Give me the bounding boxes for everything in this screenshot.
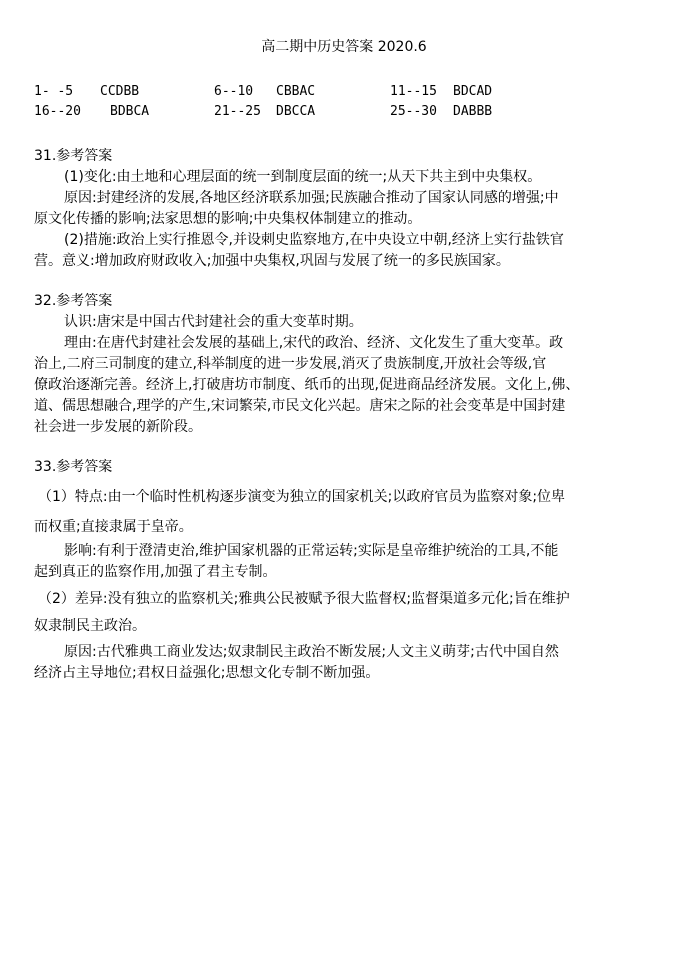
q31-line: (1)变化:由土地和心理层面的统一到制度层面的统一;从天下共主到中央集权。 bbox=[64, 169, 542, 185]
choice-range: 6--10 bbox=[214, 84, 254, 99]
q33-line: 起到真正的监察作用,加强了君主专制。 bbox=[34, 564, 277, 580]
choice-range: 25--30 bbox=[390, 104, 437, 119]
q32-line: 社会进一步发展的新阶段。 bbox=[34, 419, 202, 435]
choice-range: 16--20 bbox=[34, 104, 81, 119]
q32-line: 理由:在唐代封建社会发展的基础上,宋代的政治、经济、文化发生了重大变革。政 bbox=[64, 335, 564, 351]
q31-line: 营。意义:增加政府财政收入;加强中央集权,巩固与发展了统一的多民族国家。 bbox=[34, 253, 510, 269]
q32-line: 治上,二府三司制度的建立,科举制度的进一步发展,消灭了贵族制度,开放社会等级,官 bbox=[34, 356, 547, 372]
choice-answer: BDCAD bbox=[453, 84, 493, 99]
choice-answer: DBCCA bbox=[276, 104, 316, 119]
q33-line: 原因:古代雅典工商业发达;奴隶制民主政治不断发展;人文主义萌芽;古代中国自然 bbox=[64, 644, 559, 660]
choice-answer: BDBCA bbox=[110, 104, 150, 119]
q33-line: 奴隶制民主政治。 bbox=[34, 618, 146, 634]
q31-line: 原文化传播的影响;法家思想的影响;中央集权体制建立的推动。 bbox=[34, 211, 422, 227]
q32-line: 认识:唐宋是中国古代封建社会的重大变革时期。 bbox=[64, 314, 363, 330]
q32-line: 僚政治逐渐完善。经济上,打破唐坊市制度、纸币的出现,促进商品经济发展。文化上,佛、 bbox=[34, 377, 580, 393]
q33-line: 而权重;直接隶属于皇帝。 bbox=[34, 519, 193, 535]
choice-answer: CCDBB bbox=[100, 84, 140, 99]
q33-line: 影响:有利于澄清吏治,维护国家机器的正常运转;实际是皇帝维护统治的工具,不能 bbox=[64, 543, 559, 559]
q31-heading: 31.参考答案 bbox=[34, 148, 113, 164]
q31-line: 原因:封建经济的发展,各地区经济联系加强;民族融合推动了国家认同感的增强;中 bbox=[64, 190, 559, 206]
choice-range: 21--25 bbox=[214, 104, 261, 119]
q31-line: (2)措施:政治上实行推恩令,并设刺史监察地方,在中央设立中朝,经济上实行盐铁官 bbox=[64, 232, 564, 248]
page-title: 高二期中历史答案 2020.6 bbox=[261, 39, 427, 55]
choice-answer: DABBB bbox=[453, 104, 493, 119]
q33-line: （2）差异:没有独立的监察机关;雅典公民被赋予很大监督权;监督渠道多元化;旨在维护 bbox=[38, 591, 570, 607]
choice-range: 11--15 bbox=[390, 84, 437, 99]
q33-heading: 33.参考答案 bbox=[34, 459, 113, 475]
choice-answer: CBBAC bbox=[276, 84, 316, 99]
choice-range: 1- -5 bbox=[34, 84, 74, 99]
q33-line: 经济占主导地位;君权日益强化;思想文化专制不断加强。 bbox=[34, 665, 380, 681]
q32-heading: 32.参考答案 bbox=[34, 293, 113, 309]
q33-line: （1）特点:由一个临时性机构逐步演变为独立的国家机关;以政府官员为监察对象;位卑 bbox=[38, 489, 566, 505]
q32-line: 道、儒思想融合,理学的产生,宋词繁荣,市民文化兴起。唐宋之际的社会变革是中国封建 bbox=[34, 398, 566, 414]
